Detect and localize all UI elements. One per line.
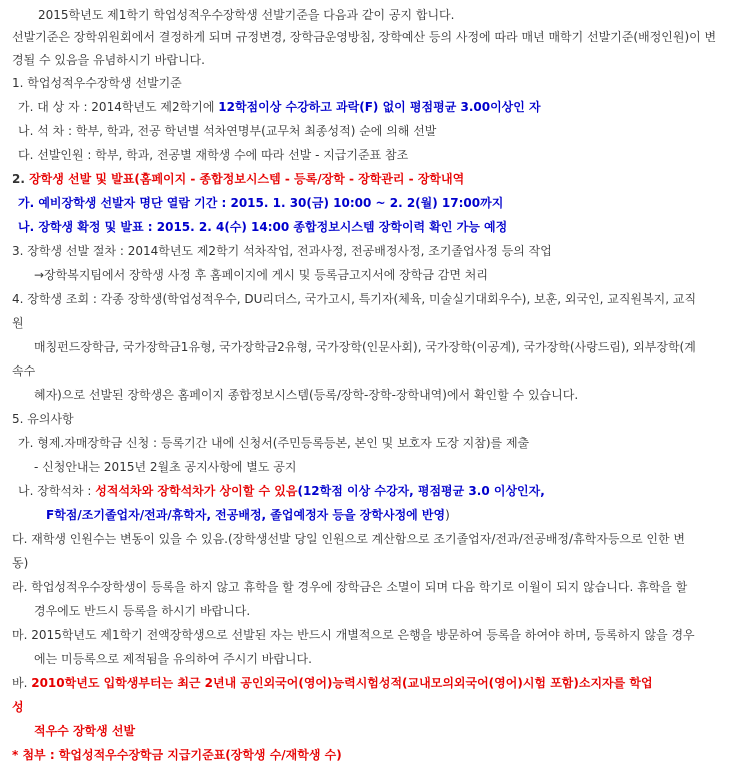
language-requirement-wrap: 성 (12, 700, 24, 714)
language-requirement (12, 672, 742, 694)
criteria-target-label: 가. 대 상 자 : 2014학년도 제2학기에 (18, 100, 219, 114)
intro-text: 선발기준은 장학위원회에서 결정하게 되며 규정변경, 장학금운영방침, 장학예산 등의 사정에 따라 매년 매학기 선발기준(배정인원)이 변 (12, 30, 717, 44)
full-scholarship-note: 마. 2015학년도 제1학기 전액장학생으로 선발된 자는 반드시 개별적으로 은행을 방문하여 등록을 하여야 하며, 등록하지 않을 경우 (12, 628, 695, 642)
section-2-number: 2. (12, 172, 30, 186)
enrollment-change-note-wrap: 동) (12, 556, 29, 570)
criteria-rank: 나. 석 차 : 학부, 학과, 전공 학년별 석차연명부(교무처 최종성적) 순에 의해 선발 (18, 124, 437, 138)
leave-of-absence-note: 라. 학업성적우수장학생이 등록을 하지 않고 휴학을 할 경우에 장학금은 소멸이 되며 다음 학기로 이월이 되지 않습니다. 휴학을 할 (12, 580, 688, 594)
section-5-heading: 5. 유의사항 (12, 412, 74, 426)
sibling-scholarship: 가. 형제.자매장학금 신청 : 등록기간 내에 신청서(주민등록등본, 본인 및 보호자 도장 지참)를 제출 (18, 436, 530, 450)
final-announcement: 나. 장학생 확정 및 발표 : 2015. 2. 4(수) 14:00 종합정보시스템 장학이력 확인 가능 예정 (18, 220, 508, 234)
language-requirement-cont: 적우수 장학생 선발 (34, 724, 136, 738)
ranking-criteria-cont (46, 504, 754, 526)
section-4-inquiry-wrap: 원 (12, 316, 24, 330)
section-3-procedure: 3. 장학생 선발 절차 : 2014학년도 제2학기 석차작업, 전과사정, 전공배정사정, 조기졸업사정 등의 작업 (12, 244, 552, 258)
section-2-heading (12, 168, 742, 190)
full-scholarship-note-cont: 에는 미등록으로 제적됨을 유의하여 주시기 바랍니다. (34, 652, 312, 666)
ranking-criteria: (12학점 이상 수강자, 평점평균 3.0 이상인자, (297, 484, 545, 498)
ranking-warning: 성적석차와 장학석차가 상이할 수 있음 (95, 484, 298, 498)
scholarship-types: 매칭펀드장학금, 국가장학금1유형, 국가장학금2유형, 국가장학(인문사회), 국가장학(이공계), 국가장학(사랑드림), 외부장학(계 (34, 340, 696, 354)
ranking-note (18, 480, 748, 502)
language-requirement-label: 바. (12, 676, 32, 690)
intro-text-cont: 경될 수 있음을 유념하시기 바랍니다. (12, 53, 205, 67)
inquiry-location: 혜자)으로 선발된 장학생은 홈페이지 종합정보시스템(등록/장학-장학-장학내역)에서 확인할 수 있습니다. (34, 388, 579, 402)
ranking-criteria-close: ) (445, 508, 450, 522)
procedure-detail: →장학복지팀에서 장학생 사정 후 홈페이지에 게시 및 등록금고지서에 장학금 감면 처리 (34, 268, 488, 282)
preliminary-list-period: 가. 예비장학생 선발자 명단 열람 기간 : 2015. 1. 30(금) 10:00 ~ 2. 2(월) 17:00까지 (18, 196, 504, 210)
attachment-note: * 첨부 : 학업성적우수장학금 지급기준표(장학생 수/재학생 수) (12, 748, 342, 762)
enrollment-change-note: 다. 재학생 인원수는 변동이 있을 수 있음.(장학생선발 당일 인원으로 계산함으로 조기졸업자/전과/전공배정/휴학자등으로 인한 변 (12, 532, 686, 546)
section-2-title: 장학생 선발 및 발표(홈페이지 - 종합정보시스템 - 등록/장학 - 장학관리 - 장학내역 (29, 172, 465, 186)
section-4-inquiry: 4. 장학생 조회 : 각종 장학생(학업성적우수, DU리더스, 국가고시, 특기자(체육, 미술실기대회우수), 보훈, 외국인, 교직원복지, 교직 (12, 292, 697, 306)
ranking-label: 나. 장학석차 : (18, 484, 96, 498)
criteria-target (18, 96, 748, 118)
language-requirement-text: 2010학년도 입학생부터는 최근 2년내 공인외국어(영어)능력시험성적(교내모의외국어(영어)시험 포함)소지자를 학업 (31, 676, 653, 690)
scholarship-types-wrap: 속수 (12, 364, 36, 378)
sibling-scholarship-note: - 신청안내는 2015년 2월초 공지사항에 별도 공지 (34, 460, 297, 474)
intro-line: 2015학년도 제1학기 학업성적우수장학생 선발기준을 다음과 같이 공지 합니다. (38, 8, 455, 22)
section-1-heading: 1. 학업성적우수장학생 선발기준 (12, 76, 182, 90)
leave-of-absence-note-cont: 경우에도 반드시 등록을 하시기 바랍니다. (34, 604, 251, 618)
ranking-criteria-detail: F학점/조기졸업자/전과/휴학자, 전공배정, 졸업예정자 등을 장학사정에 반영 (46, 508, 446, 522)
criteria-target-highlight: 12학점이상 수강하고 과락(F) 없이 평점평균 3.00이상인 자 (218, 100, 541, 114)
criteria-quota: 다. 선발인원 : 학부, 학과, 전공별 재학생 수에 따라 선발 - 지급기준표 참조 (18, 148, 409, 162)
